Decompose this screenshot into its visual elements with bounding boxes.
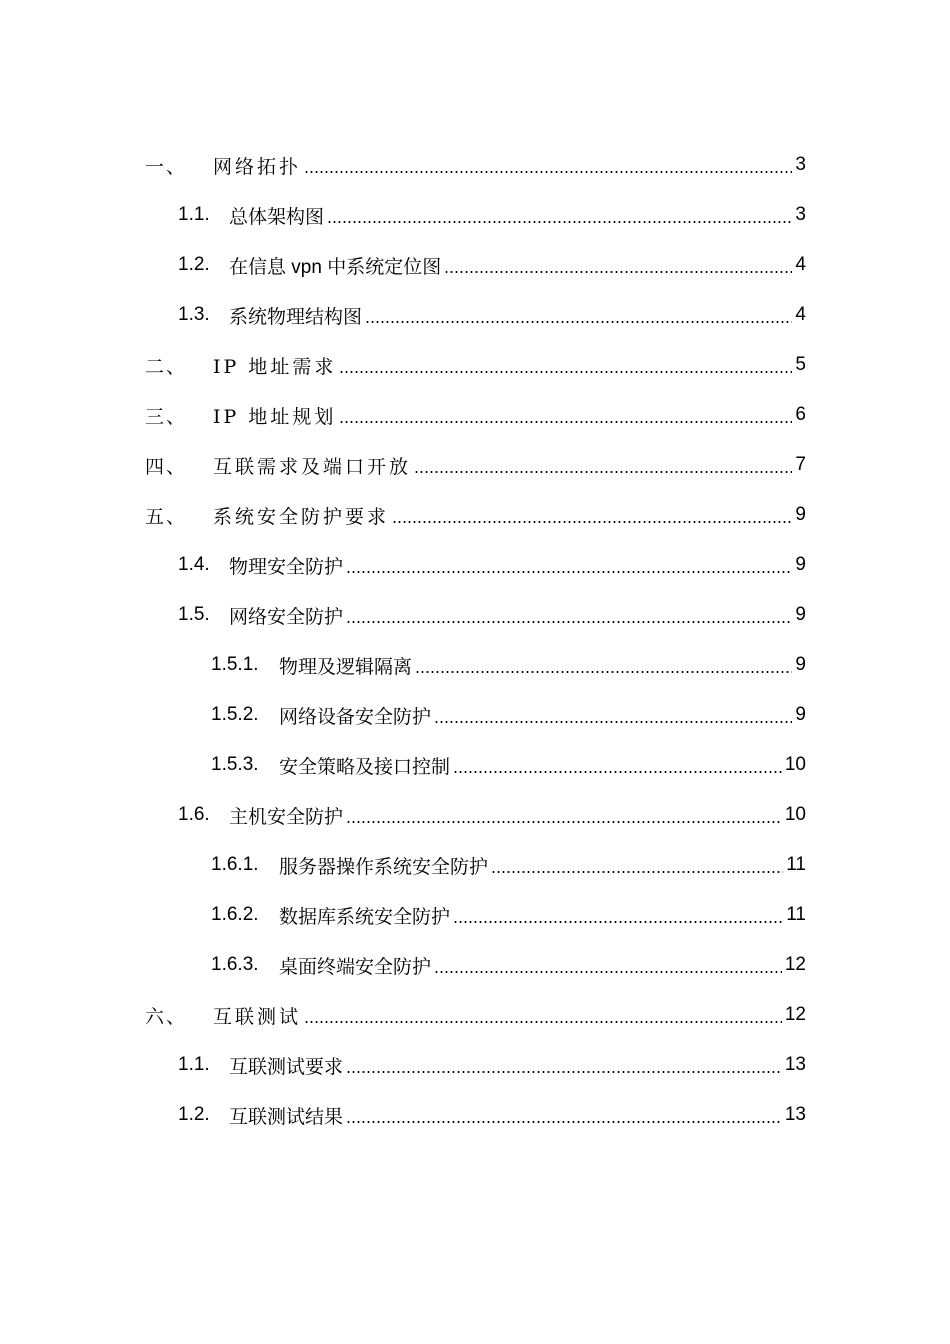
toc-dot-leader — [434, 971, 782, 973]
toc-entry-page: 9 — [795, 604, 806, 625]
toc-entry-page: 10 — [784, 804, 806, 825]
toc-entry-page: 9 — [795, 554, 806, 575]
toc-entry-page: 12 — [784, 1004, 806, 1025]
toc-entry-number: 四、 — [145, 455, 188, 478]
toc-entry[interactable] — [0, 1040, 950, 1090]
toc-dot-leader — [339, 421, 792, 423]
toc-entry-number: 1.4. — [178, 554, 210, 575]
toc-entry[interactable] — [0, 240, 950, 290]
toc-entry-page: 7 — [795, 454, 806, 475]
toc-dot-leader — [365, 321, 792, 323]
toc-dot-leader — [444, 271, 792, 273]
toc-entry-page: 3 — [795, 154, 806, 175]
toc-entry-title: 系统物理结构图 — [229, 306, 363, 328]
toc-entry-title: 数据库系统安全防护 — [279, 906, 451, 928]
toc-entry[interactable] — [0, 890, 950, 940]
table-of-contents — [0, 140, 950, 1140]
toc-entry-number: 1.3. — [178, 304, 210, 325]
toc-entry-number: 1.6.2. — [211, 904, 259, 925]
toc-dot-leader — [339, 371, 792, 373]
toc-entry-page: 5 — [795, 354, 806, 375]
toc-entry[interactable] — [0, 940, 950, 990]
toc-entry-page: 11 — [786, 904, 806, 925]
toc-entry[interactable] — [0, 590, 950, 640]
toc-entry-title: 系统安全防护要求 — [213, 505, 390, 528]
toc-entry-title: 网络拓扑 — [213, 155, 302, 178]
toc-entry-title: 安全策略及接口控制 — [279, 756, 451, 778]
toc-entry[interactable] — [0, 340, 950, 390]
toc-dot-leader — [392, 521, 792, 523]
toc-entry-number: 1.5.3. — [211, 754, 259, 775]
toc-entry[interactable] — [0, 640, 950, 690]
toc-entry-number: 五、 — [145, 505, 188, 528]
toc-dot-leader — [453, 921, 783, 923]
toc-entry-page: 3 — [795, 204, 806, 225]
toc-entry-title: 物理及逻辑隔离 — [279, 656, 413, 678]
toc-entry-title: 主机安全防护 — [229, 806, 344, 828]
toc-entry-number: 1.2. — [178, 1104, 210, 1125]
toc-dot-leader — [491, 871, 783, 873]
toc-entry[interactable] — [0, 1090, 950, 1140]
toc-entry[interactable] — [0, 790, 950, 840]
toc-entry-title: 互联测试要求 — [229, 1056, 344, 1078]
toc-entry-title: 互联测试 — [213, 1005, 302, 1028]
toc-entry-page: 11 — [786, 854, 806, 875]
toc-entry-number: 1.6. — [178, 804, 210, 825]
toc-dot-leader — [327, 221, 792, 223]
toc-dot-leader — [346, 1121, 782, 1123]
toc-entry-number: 六、 — [145, 1005, 188, 1028]
toc-entry-number: 1.5.1. — [211, 654, 259, 675]
toc-entry-title: 网络安全防护 — [229, 606, 344, 628]
toc-entry-number: 1.5.2. — [211, 704, 259, 725]
toc-dot-leader — [304, 1021, 782, 1023]
toc-entry-page: 13 — [784, 1104, 806, 1125]
toc-entry[interactable] — [0, 490, 950, 540]
toc-entry[interactable] — [0, 740, 950, 790]
toc-entry-page: 4 — [795, 304, 806, 325]
toc-entry-number: 三、 — [145, 405, 188, 428]
toc-entry-page: 13 — [784, 1054, 806, 1075]
toc-dot-leader — [346, 571, 792, 573]
toc-entry[interactable] — [0, 690, 950, 740]
toc-entry-page: 10 — [784, 754, 806, 775]
toc-entry-number: 1.1. — [178, 204, 210, 225]
toc-entry-title: 桌面终端安全防护 — [279, 956, 432, 978]
toc-dot-leader — [346, 621, 792, 623]
toc-dot-leader — [453, 771, 782, 773]
toc-entry[interactable] — [0, 140, 950, 190]
toc-entry-title: 总体架构图 — [229, 206, 325, 228]
toc-entry-number: 一、 — [145, 155, 188, 178]
toc-entry-title: 互联需求及端口开放 — [213, 455, 412, 478]
toc-entry[interactable] — [0, 990, 950, 1040]
toc-dot-leader — [304, 171, 792, 173]
toc-entry[interactable] — [0, 440, 950, 490]
toc-dot-leader — [415, 671, 792, 673]
toc-entry-page: 9 — [795, 654, 806, 675]
toc-entry-number: 1.5. — [178, 604, 210, 625]
toc-entry-page: 6 — [795, 404, 806, 425]
toc-entry-title: 网络设备安全防护 — [279, 706, 432, 728]
toc-dot-leader — [346, 1071, 782, 1073]
toc-entry-title: 在信息 vpn 中系统定位图 — [229, 256, 442, 278]
toc-dot-leader — [434, 721, 792, 723]
toc-entry[interactable] — [0, 190, 950, 240]
toc-entry-title: 互联测试结果 — [229, 1106, 344, 1128]
toc-entry-title: 物理安全防护 — [229, 556, 344, 578]
toc-entry-title: IP 地址规划 — [213, 405, 337, 428]
toc-entry-number: 1.6.1. — [211, 854, 259, 875]
toc-entry-title: IP 地址需求 — [213, 355, 337, 378]
toc-entry-page: 9 — [795, 704, 806, 725]
toc-entry-page: 4 — [795, 254, 806, 275]
toc-entry[interactable] — [0, 840, 950, 890]
toc-dot-leader — [414, 471, 792, 473]
toc-entry[interactable] — [0, 540, 950, 590]
toc-entry-number: 1.1. — [178, 1054, 210, 1075]
toc-entry-number: 二、 — [145, 355, 188, 378]
toc-dot-leader — [346, 821, 782, 823]
toc-entry-page: 12 — [784, 954, 806, 975]
toc-entry-number: 1.6.3. — [211, 954, 259, 975]
toc-entry[interactable] — [0, 290, 950, 340]
toc-entry-number: 1.2. — [178, 254, 210, 275]
toc-entry-title: 服务器操作系统安全防护 — [279, 856, 489, 878]
toc-entry[interactable] — [0, 390, 950, 440]
toc-entry-page: 9 — [795, 504, 806, 525]
